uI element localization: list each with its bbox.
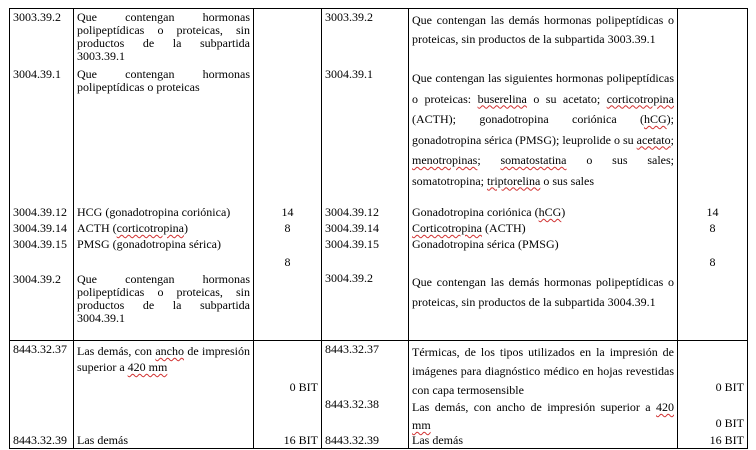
desc-part: o su acetato; [526, 91, 607, 106]
right-rate: 8 [709, 255, 716, 269]
desc-part-flagged: hCG [643, 112, 667, 126]
desc-part: ) [183, 221, 188, 235]
right-description: Que contengan las demás hormonas polipeptídicas o proteicas, sin productos de la subpartida 3004.39.1 [412, 275, 674, 309]
column-divider [747, 8, 748, 449]
left-description: Que contengan hormonas polipeptídicas o proteicas, sin productos de la subpartida 3004.39.1 [77, 272, 250, 325]
table-border-top [9, 8, 748, 9]
right-rate: 16 BIT [709, 433, 744, 447]
left-description: HCG (gonadotropina coriónica) [77, 205, 231, 219]
right-code: 3003.39.2 [325, 10, 373, 24]
left-code: 3004.39.12 [13, 205, 67, 219]
right-rate: 14 [706, 205, 719, 219]
right-code: 3004.39.1 [325, 67, 373, 81]
right-description [412, 222, 526, 235]
left-rate: 0 BIT [289, 380, 318, 394]
right-code: 8443.32.38 [325, 397, 379, 411]
left-description [77, 343, 250, 375]
desc-part-flagged: ancho [155, 344, 184, 358]
left-code: 3004.39.15 [13, 237, 67, 251]
right-description [412, 398, 674, 434]
desc-part: o sus sales; somatotropina; [412, 153, 674, 188]
desc-part-flagged: somatostatina [500, 153, 567, 167]
desc-part: ) [561, 205, 566, 219]
left-description: PMSG (gonadotropina sérica) [77, 237, 221, 251]
left-rate: 16 BIT [283, 433, 318, 447]
column-divider [9, 8, 10, 449]
right-code: 3004.39.12 [325, 205, 379, 219]
row-divider [9, 340, 748, 341]
desc-part: Las demás, con ancho de impresión superior a [412, 400, 656, 414]
desc-part: Que contengan las siguientes hormonas polipeptídicas o proteicas: [412, 71, 674, 106]
table-border-bottom [9, 448, 748, 449]
right-code: 8443.32.37 [325, 342, 379, 356]
right-description [412, 68, 674, 191]
left-code: 3004.39.2 [13, 272, 61, 286]
desc-part: Gonadotropina coriónica ( [412, 205, 539, 219]
left-code: 3004.39.14 [13, 221, 67, 235]
left-code: 8443.32.39 [13, 433, 67, 447]
desc-part-flagged: Corticotropina [412, 221, 482, 235]
right-code: 3004.39.2 [325, 271, 373, 285]
left-description: Que contengan hormonas polipeptídicas o proteicas, sin productos de la subpartida 3003.39.1 [77, 10, 250, 63]
desc-part-flagged: 420 mm [412, 400, 674, 432]
right-code: 3004.39.15 [325, 237, 379, 251]
right-rate: 0 BIT [715, 380, 744, 394]
right-code: 3004.39.14 [325, 221, 379, 235]
column-divider [321, 8, 322, 449]
desc-part: ; [477, 153, 501, 167]
desc-part: ); gonadotropina sérica (PMSG); leuprolide o su [412, 112, 674, 147]
column-divider [408, 8, 409, 449]
desc-part-flagged: triptorelina [487, 173, 541, 188]
desc-part-flagged: hCG [538, 205, 562, 219]
left-rate: 14 [281, 205, 294, 219]
right-description: Las demás [412, 433, 463, 447]
left-description: Que contengan hormonas polipeptídicas o proteicas [77, 67, 250, 94]
desc-part-flagged: buserelina [477, 91, 527, 106]
desc-part: (ACTH) [481, 221, 526, 235]
desc-part: ; [670, 132, 674, 147]
desc-part: Las demás, con [77, 344, 156, 358]
left-code: 3003.39.2 [13, 10, 61, 24]
right-description: Gonadotropina sérica (PMSG) [412, 237, 559, 251]
right-rate: 8 [709, 221, 716, 235]
desc-part-flagged: 420 mm [127, 360, 168, 374]
desc-part: o sus sales [540, 173, 594, 188]
right-description: Que contengan las demás hormonas polipeptídicas o proteicas, sin productos de la subpartida 3003.39.1 [412, 13, 674, 46]
left-rate: 8 [284, 255, 291, 269]
desc-part-flagged: menotropinas [412, 153, 478, 167]
desc-part: de impresión superior a [77, 344, 251, 374]
left-code: 3004.39.1 [13, 67, 61, 81]
right-code: 8443.32.39 [325, 433, 379, 447]
desc-part-flagged: corticotropina [116, 221, 184, 235]
right-description [412, 206, 565, 219]
column-divider [73, 8, 74, 449]
right-rate: 0 BIT [715, 416, 744, 430]
left-rate: 8 [284, 221, 291, 235]
left-code: 8443.32.37 [13, 342, 67, 356]
desc-part-flagged: acetato [636, 132, 671, 147]
left-description: Las demás [77, 433, 128, 447]
desc-part: (ACTH); gonadotropina coriónica ( [412, 112, 644, 126]
desc-part: ACTH ( [77, 221, 117, 235]
right-description: Térmicas, de los tipos utilizados en la impresión de imágenes para diagnóstico médico en hojas revestidas con capa termosensible [412, 345, 674, 397]
desc-part-flagged: corticotropina [606, 91, 674, 106]
left-description [77, 222, 188, 235]
